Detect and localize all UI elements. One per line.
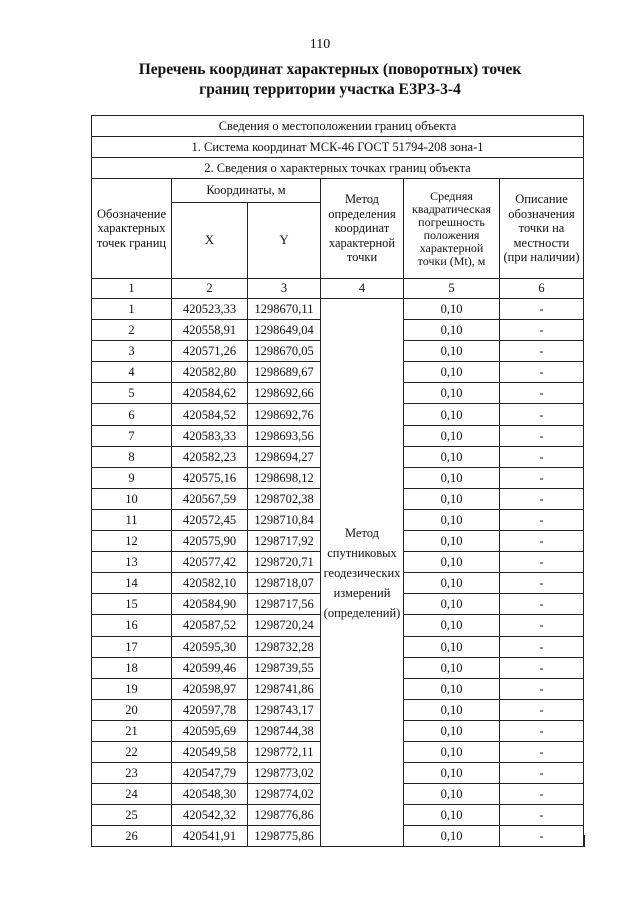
coordinate-y: 1298773,02 <box>248 763 321 784</box>
accuracy-value: 0,10 <box>404 299 500 320</box>
accuracy-value: 0,10 <box>404 425 500 446</box>
accuracy-value: 0,10 <box>404 467 500 488</box>
description-value: - <box>500 741 584 762</box>
document-title <box>60 60 600 100</box>
header-method: Метод определения координат характерной точки <box>321 179 404 279</box>
point-number: 4 <box>92 362 172 383</box>
coordinate-y: 1298720,71 <box>248 552 321 573</box>
method-value <box>321 299 404 847</box>
coordinate-x: 420547,79 <box>172 763 248 784</box>
coordinate-x: 420549,58 <box>172 741 248 762</box>
column-numbers-row <box>92 279 584 299</box>
point-number: 20 <box>92 699 172 720</box>
description-value: - <box>500 425 584 446</box>
coordinate-x: 420595,30 <box>172 636 248 657</box>
header-coordinates: Координаты, м <box>172 179 321 203</box>
point-number: 23 <box>92 763 172 784</box>
header-y: Y <box>248 203 321 279</box>
title-line-2: границ территории участка ЕЗРЗ-3-4 <box>199 81 461 98</box>
accuracy-value: 0,10 <box>404 383 500 404</box>
coordinate-x: 420587,52 <box>172 615 248 636</box>
point-number: 7 <box>92 425 172 446</box>
coordinate-x: 420567,59 <box>172 488 248 509</box>
accuracy-value: 0,10 <box>404 446 500 467</box>
table-continuation <box>91 835 585 847</box>
description-value: - <box>500 509 584 530</box>
coordinate-y: 1298743,17 <box>248 699 321 720</box>
coordinate-y: 1298693,56 <box>248 425 321 446</box>
coordinate-y: 1298720,24 <box>248 615 321 636</box>
accuracy-value: 0,10 <box>404 509 500 530</box>
coordinate-y: 1298670,11 <box>248 299 321 320</box>
description-value: - <box>500 446 584 467</box>
accuracy-value: 0,10 <box>404 784 500 805</box>
point-number: 15 <box>92 594 172 615</box>
description-value: - <box>500 383 584 404</box>
point-number: 13 <box>92 552 172 573</box>
section-header: Сведения о местоположении границ объекта <box>92 116 584 137</box>
coordinate-x: 420575,16 <box>172 467 248 488</box>
coordinate-x: 420575,90 <box>172 531 248 552</box>
coordinate-x: 420584,52 <box>172 404 248 425</box>
accuracy-value: 0,10 <box>404 320 500 341</box>
column-number: 1 <box>92 279 172 299</box>
coordinate-y: 1298698,12 <box>248 467 321 488</box>
description-value: - <box>500 573 584 594</box>
accuracy-value: 0,10 <box>404 678 500 699</box>
coordinate-y: 1298732,28 <box>248 636 321 657</box>
point-number: 14 <box>92 573 172 594</box>
coordinate-system: 1. Система координат МСК-46 ГОСТ 51794-208 зона-1 <box>92 137 584 158</box>
coordinates-table <box>91 115 584 847</box>
accuracy-value: 0,10 <box>404 488 500 509</box>
accuracy-value: 0,10 <box>404 362 500 383</box>
description-value: - <box>500 636 584 657</box>
point-number: 3 <box>92 341 172 362</box>
header-accuracy: Средняя квадратическая погрешность положения характерной точки (Mt), м <box>404 179 500 279</box>
point-number: 26 <box>92 826 172 847</box>
description-value: - <box>500 805 584 826</box>
coordinate-y: 1298774,02 <box>248 784 321 805</box>
coordinate-x: 420598,97 <box>172 678 248 699</box>
coordinate-y: 1298692,76 <box>248 404 321 425</box>
point-number: 11 <box>92 509 172 530</box>
point-number: 9 <box>92 467 172 488</box>
description-value: - <box>500 784 584 805</box>
coordinate-x: 420582,80 <box>172 362 248 383</box>
description-value: - <box>500 299 584 320</box>
accuracy-value: 0,10 <box>404 531 500 552</box>
accuracy-value: 0,10 <box>404 720 500 741</box>
method-line: Метод <box>344 525 380 540</box>
accuracy-value: 0,10 <box>404 763 500 784</box>
accuracy-value: 0,10 <box>404 552 500 573</box>
description-value: - <box>500 615 584 636</box>
coordinate-y: 1298772,11 <box>248 741 321 762</box>
coordinate-x: 420548,30 <box>172 784 248 805</box>
page-number: 110 <box>309 37 331 52</box>
point-number: 8 <box>92 446 172 467</box>
description-value: - <box>500 341 584 362</box>
header-x: X <box>172 203 248 279</box>
point-number: 2 <box>92 320 172 341</box>
accuracy-value: 0,10 <box>404 636 500 657</box>
coordinate-y: 1298717,92 <box>248 531 321 552</box>
coordinate-y: 1298717,56 <box>248 594 321 615</box>
point-number: 22 <box>92 741 172 762</box>
coordinate-x: 420542,32 <box>172 805 248 826</box>
coordinate-x: 420597,78 <box>172 699 248 720</box>
description-value: - <box>500 531 584 552</box>
accuracy-value: 0,10 <box>404 615 500 636</box>
description-value: - <box>500 699 584 720</box>
point-number: 10 <box>92 488 172 509</box>
coordinate-y: 1298741,86 <box>248 678 321 699</box>
coordinate-y: 1298775,86 <box>248 826 321 847</box>
description-value: - <box>500 826 584 847</box>
coordinate-x: 420582,10 <box>172 573 248 594</box>
coordinate-y: 1298692,66 <box>248 383 321 404</box>
point-number: 25 <box>92 805 172 826</box>
header-designation: Обозначение характерных точек границ <box>92 179 172 279</box>
coordinate-y: 1298694,27 <box>248 446 321 467</box>
coordinate-x: 420572,45 <box>172 509 248 530</box>
coordinate-x: 420541,91 <box>172 826 248 847</box>
column-number: 2 <box>172 279 248 299</box>
coordinate-x: 420582,23 <box>172 446 248 467</box>
coordinate-y: 1298670,05 <box>248 341 321 362</box>
coordinate-x: 420583,33 <box>172 425 248 446</box>
accuracy-value: 0,10 <box>404 341 500 362</box>
accuracy-value: 0,10 <box>404 699 500 720</box>
table-row <box>92 299 584 320</box>
coordinate-x: 420571,26 <box>172 341 248 362</box>
coordinate-x: 420577,42 <box>172 552 248 573</box>
point-number: 6 <box>92 404 172 425</box>
coordinate-x: 420584,62 <box>172 383 248 404</box>
point-number: 5 <box>92 383 172 404</box>
method-line: (определений) <box>323 605 401 620</box>
description-value: - <box>500 552 584 573</box>
point-number: 1 <box>92 299 172 320</box>
method-line: геодезических <box>323 565 401 580</box>
coordinate-x: 420599,46 <box>172 657 248 678</box>
coordinate-y: 1298776,86 <box>248 805 321 826</box>
description-value: - <box>500 320 584 341</box>
point-number: 18 <box>92 657 172 678</box>
description-value: - <box>500 720 584 741</box>
description-value: - <box>500 594 584 615</box>
coordinate-y: 1298718,07 <box>248 573 321 594</box>
description-value: - <box>500 362 584 383</box>
point-number: 24 <box>92 784 172 805</box>
point-number: 12 <box>92 531 172 552</box>
coordinate-y: 1298744,38 <box>248 720 321 741</box>
description-value: - <box>500 678 584 699</box>
method-line: спутниковых <box>327 545 397 560</box>
accuracy-value: 0,10 <box>404 657 500 678</box>
title-line-1: Перечень координат характерных (поворотных) точек <box>138 61 522 78</box>
description-value: - <box>500 657 584 678</box>
description-value: - <box>500 763 584 784</box>
accuracy-value: 0,10 <box>404 594 500 615</box>
coordinate-x: 420523,33 <box>172 299 248 320</box>
description-value: - <box>500 488 584 509</box>
accuracy-value: 0,10 <box>404 826 500 847</box>
coordinate-x: 420558,91 <box>172 320 248 341</box>
description-value: - <box>500 404 584 425</box>
coordinate-y: 1298689,67 <box>248 362 321 383</box>
header-description: Описание обозначения точки на местности (при наличии) <box>500 179 584 279</box>
coordinate-y: 1298649,04 <box>248 320 321 341</box>
coordinate-y: 1298710,84 <box>248 509 321 530</box>
coordinate-y: 1298702,38 <box>248 488 321 509</box>
point-number: 16 <box>92 615 172 636</box>
column-number: 6 <box>500 279 584 299</box>
coordinate-x: 420595,69 <box>172 720 248 741</box>
method-line: измерений <box>333 585 391 600</box>
description-value: - <box>500 467 584 488</box>
point-number: 19 <box>92 678 172 699</box>
coordinate-y: 1298739,55 <box>248 657 321 678</box>
accuracy-value: 0,10 <box>404 573 500 594</box>
column-number: 4 <box>321 279 404 299</box>
accuracy-value: 0,10 <box>404 404 500 425</box>
point-number: 17 <box>92 636 172 657</box>
accuracy-value: 0,10 <box>404 805 500 826</box>
column-number: 5 <box>404 279 500 299</box>
column-number: 3 <box>248 279 321 299</box>
point-number: 21 <box>92 720 172 741</box>
accuracy-value: 0,10 <box>404 741 500 762</box>
coordinate-x: 420584,90 <box>172 594 248 615</box>
points-header: 2. Сведения о характерных точках границ объекта <box>92 158 584 179</box>
